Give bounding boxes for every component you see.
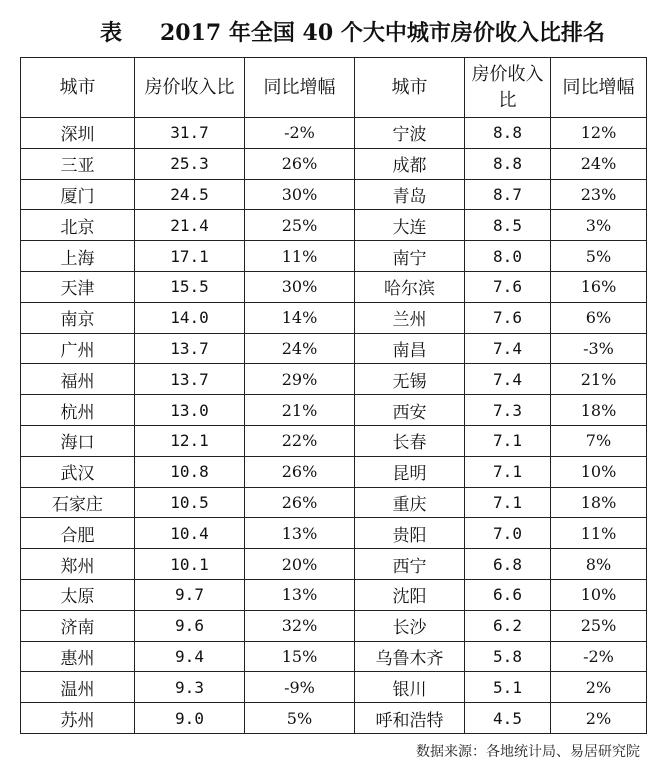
table-row: [21, 549, 647, 580]
growth-cell: 13%: [245, 518, 355, 549]
growth-cell: 14%: [245, 302, 355, 333]
ratio-cell: 7.0: [465, 518, 551, 549]
city-cell: 上海: [21, 241, 135, 272]
growth-cell: 2%: [551, 703, 647, 734]
city-cell: 乌鲁木齐: [355, 641, 465, 672]
ratio-cell: 13.0: [135, 395, 245, 426]
city-cell: 南宁: [355, 241, 465, 272]
growth-cell: 16%: [551, 271, 647, 302]
city-cell: 济南: [21, 610, 135, 641]
growth-cell: 26%: [245, 148, 355, 179]
table-row: [21, 364, 647, 395]
table-row: [21, 333, 647, 364]
city-cell: 西安: [355, 395, 465, 426]
growth-cell: 21%: [551, 364, 647, 395]
ratio-cell: 6.2: [465, 610, 551, 641]
growth-cell: 5%: [551, 241, 647, 272]
city-cell: 哈尔滨: [355, 271, 465, 302]
ratio-cell: 8.0: [465, 241, 551, 272]
ratio-cell: 7.4: [465, 364, 551, 395]
city-cell: 银川: [355, 672, 465, 703]
city-cell: 石家庄: [21, 487, 135, 518]
growth-cell: 25%: [245, 210, 355, 241]
table-row: [21, 456, 647, 487]
growth-cell: 20%: [245, 549, 355, 580]
ratio-cell: 10.1: [135, 549, 245, 580]
ratio-cell: 31.7: [135, 118, 245, 149]
table-row: [21, 672, 647, 703]
growth-cell: 26%: [245, 487, 355, 518]
table-row: [21, 118, 647, 149]
ratio-cell: 13.7: [135, 364, 245, 395]
header-ratio-right: 房价收入比: [465, 58, 551, 118]
ratio-cell: 9.6: [135, 610, 245, 641]
ratio-cell: 10.5: [135, 487, 245, 518]
ratio-cell: 13.7: [135, 333, 245, 364]
growth-cell: 6%: [551, 302, 647, 333]
ratio-cell: 24.5: [135, 179, 245, 210]
city-cell: 天津: [21, 271, 135, 302]
growth-cell: 23%: [551, 179, 647, 210]
growth-cell: 30%: [245, 271, 355, 302]
city-cell: 宁波: [355, 118, 465, 149]
growth-cell: 24%: [551, 148, 647, 179]
growth-cell: 12%: [551, 118, 647, 149]
growth-cell: 29%: [245, 364, 355, 395]
table-row: [21, 641, 647, 672]
ratio-cell: 7.6: [465, 302, 551, 333]
header-row: [21, 58, 647, 118]
ratio-cell: 8.5: [465, 210, 551, 241]
growth-cell: 2%: [551, 672, 647, 703]
growth-cell: -9%: [245, 672, 355, 703]
ratio-cell: 7.3: [465, 395, 551, 426]
ratio-cell: 6.8: [465, 549, 551, 580]
city-cell: 杭州: [21, 395, 135, 426]
table-row: [21, 271, 647, 302]
ratio-cell: 5.1: [465, 672, 551, 703]
city-cell: 北京: [21, 210, 135, 241]
growth-cell: 10%: [551, 456, 647, 487]
header-city-right: 城市: [355, 58, 465, 118]
city-cell: 成都: [355, 148, 465, 179]
city-cell: 苏州: [21, 703, 135, 734]
city-cell: 昆明: [355, 456, 465, 487]
growth-cell: 7%: [551, 425, 647, 456]
growth-cell: 21%: [245, 395, 355, 426]
ratio-cell: 7.6: [465, 271, 551, 302]
table-row: [21, 148, 647, 179]
city-cell: 福州: [21, 364, 135, 395]
growth-cell: 10%: [551, 579, 647, 610]
growth-cell: 32%: [245, 610, 355, 641]
city-cell: 呼和浩特: [355, 703, 465, 734]
city-cell: 三亚: [21, 148, 135, 179]
table-title: [0, 8, 664, 48]
ratio-cell: 8.7: [465, 179, 551, 210]
ratio-cell: 8.8: [465, 118, 551, 149]
growth-cell: 22%: [245, 425, 355, 456]
table-row: [21, 395, 647, 426]
city-cell: 厦门: [21, 179, 135, 210]
city-cell: 海口: [21, 425, 135, 456]
ratio-cell: 8.8: [465, 148, 551, 179]
city-cell: 武汉: [21, 456, 135, 487]
city-cell: 郑州: [21, 549, 135, 580]
ratio-cell: 7.4: [465, 333, 551, 364]
ratio-cell: 10.8: [135, 456, 245, 487]
city-cell: 南昌: [355, 333, 465, 364]
table-row: [21, 425, 647, 456]
ratio-cell: 12.1: [135, 425, 245, 456]
ratio-cell: 25.3: [135, 148, 245, 179]
city-cell: 兰州: [355, 302, 465, 333]
city-cell: 长沙: [355, 610, 465, 641]
growth-cell: -3%: [551, 333, 647, 364]
data-source-note: 数据来源：各地统计局、易居研究院: [416, 744, 640, 760]
ratio-cell: 4.5: [465, 703, 551, 734]
header-growth-left: 同比增幅: [245, 58, 355, 118]
city-cell: 无锡: [355, 364, 465, 395]
growth-cell: 18%: [551, 395, 647, 426]
ratio-cell: 5.8: [465, 641, 551, 672]
header-ratio-left: 房价收入比: [135, 58, 245, 118]
ratio-cell: 17.1: [135, 241, 245, 272]
ratio-cell: 9.0: [135, 703, 245, 734]
title-prefix: 表: [100, 20, 123, 46]
table-row: [21, 610, 647, 641]
table-row: [21, 579, 647, 610]
table-row: [21, 210, 647, 241]
growth-cell: 5%: [245, 703, 355, 734]
table-row: [21, 518, 647, 549]
title-text: 2017 年全国 40 个大中城市房价收入比排名: [160, 20, 605, 46]
city-cell: 重庆: [355, 487, 465, 518]
city-cell: 温州: [21, 672, 135, 703]
header-city-left: 城市: [21, 58, 135, 118]
table-row: [21, 241, 647, 272]
ratio-cell: 14.0: [135, 302, 245, 333]
ratio-cell: 9.4: [135, 641, 245, 672]
city-cell: 合肥: [21, 518, 135, 549]
ratio-cell: 9.7: [135, 579, 245, 610]
growth-cell: -2%: [551, 641, 647, 672]
city-cell: 大连: [355, 210, 465, 241]
growth-cell: -2%: [245, 118, 355, 149]
ratio-cell: 7.1: [465, 425, 551, 456]
ratio-cell: 10.4: [135, 518, 245, 549]
growth-cell: 11%: [245, 241, 355, 272]
growth-cell: 13%: [245, 579, 355, 610]
table-row: [21, 179, 647, 210]
ranking-table: [20, 57, 647, 734]
growth-cell: 15%: [245, 641, 355, 672]
growth-cell: 18%: [551, 487, 647, 518]
ratio-cell: 9.3: [135, 672, 245, 703]
table-row: [21, 302, 647, 333]
city-cell: 惠州: [21, 641, 135, 672]
ratio-cell: 6.6: [465, 579, 551, 610]
city-cell: 西宁: [355, 549, 465, 580]
table-row: [21, 487, 647, 518]
ratio-cell: 21.4: [135, 210, 245, 241]
growth-cell: 30%: [245, 179, 355, 210]
ratio-cell: 7.1: [465, 456, 551, 487]
growth-cell: 11%: [551, 518, 647, 549]
growth-cell: 25%: [551, 610, 647, 641]
ratio-cell: 7.1: [465, 487, 551, 518]
city-cell: 长春: [355, 425, 465, 456]
growth-cell: 26%: [245, 456, 355, 487]
growth-cell: 24%: [245, 333, 355, 364]
city-cell: 沈阳: [355, 579, 465, 610]
growth-cell: 8%: [551, 549, 647, 580]
city-cell: 贵阳: [355, 518, 465, 549]
ratio-cell: 15.5: [135, 271, 245, 302]
city-cell: 南京: [21, 302, 135, 333]
header-growth-right: 同比增幅: [551, 58, 647, 118]
city-cell: 太原: [21, 579, 135, 610]
table-row: [21, 703, 647, 734]
city-cell: 深圳: [21, 118, 135, 149]
growth-cell: 3%: [551, 210, 647, 241]
city-cell: 广州: [21, 333, 135, 364]
city-cell: 青岛: [355, 179, 465, 210]
